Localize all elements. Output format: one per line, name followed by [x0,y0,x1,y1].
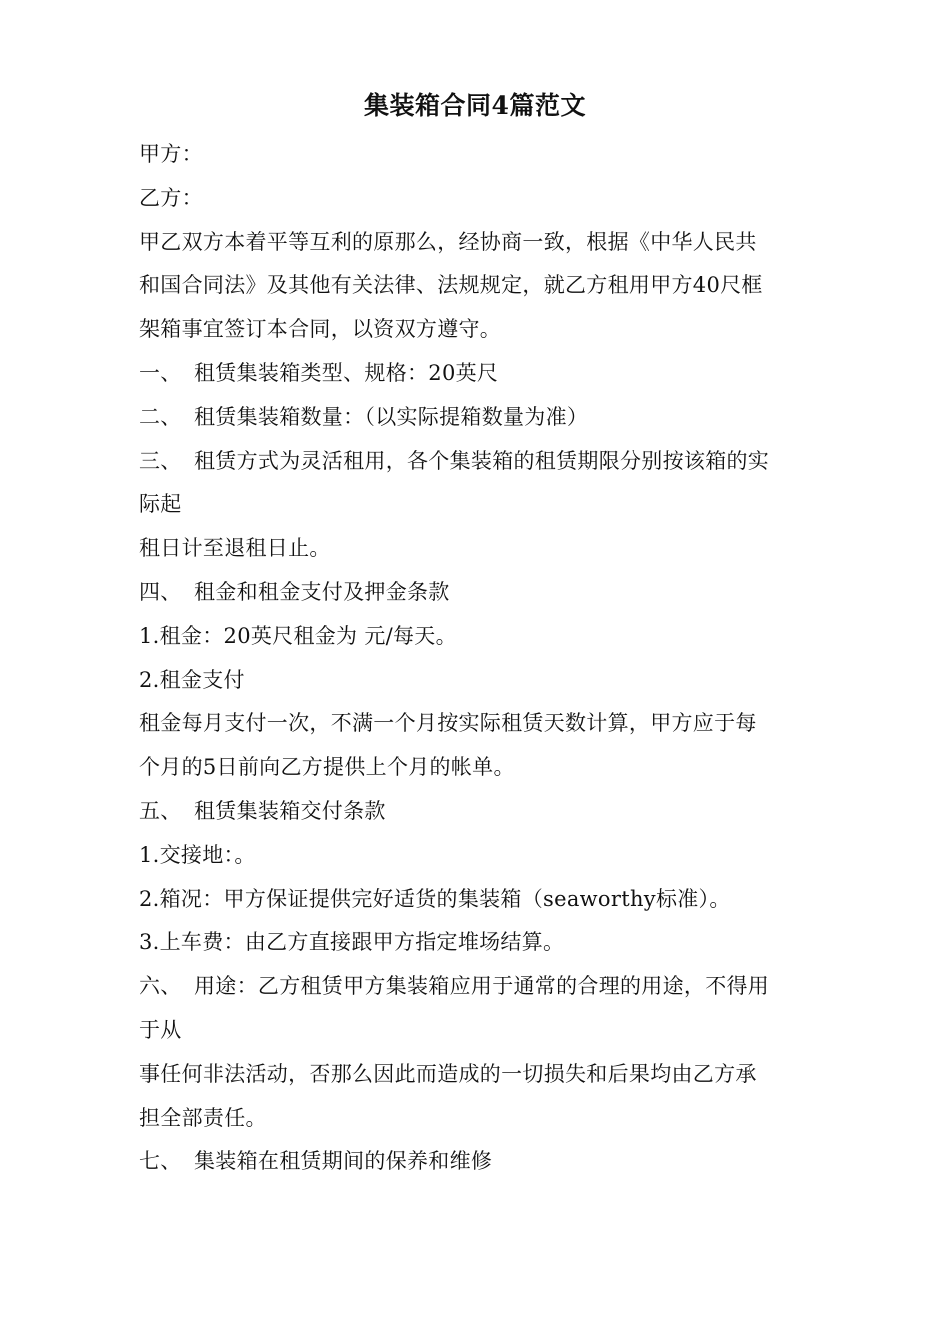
document-title: 集装箱合同4篇范文 [364,91,586,120]
text-line [139,527,819,571]
text-content: 甲乙双方本着平等互利的原那么，经协商一致，根据《中华人民共 [139,229,757,254]
text-line [139,702,819,746]
text-line [139,264,819,308]
text-content: 1.交接地：。 [139,842,256,867]
text-content: 租赁集装箱交付条款 [194,798,386,823]
section-number: 四、 [139,579,182,604]
text-line [139,1009,819,1053]
text-content: 用途：乙方租赁甲方集装箱应用于通常的合理的用途，不得用 [194,974,770,999]
section-number: 三、 [139,448,182,473]
text-line [139,1097,819,1141]
text-line [139,483,819,527]
text-content: 租赁集装箱类型、规格：20英尺 [194,360,499,385]
document-body [139,133,819,1184]
section-number: 五、 [139,798,182,823]
text-content: 租金和租金支付及押金条款 [194,579,450,604]
text-content: 租赁方式为灵活租用，各个集装箱的租赁期限分别按该箱的实 [194,448,770,473]
text-content: 担全部责任。 [139,1105,267,1130]
section-heading [139,790,819,834]
text-content: 甲方： [139,142,203,166]
text-content: 际起 [139,492,182,517]
text-content: 集装箱在租赁期间的保养和维修 [194,1149,493,1174]
section-heading [139,396,819,440]
text-content: 租金每月支付一次，不满一个月按实际租赁天数计算，甲方应于每 [139,711,757,736]
text-content: 3.上车费：由乙方直接跟甲方指定堆场结算。 [139,930,565,955]
section-number: 七、 [139,1149,182,1174]
section-number: 六、 [139,974,182,999]
text-line [139,221,819,265]
text-content: 租赁集装箱数量：（以实际提箱数量为准） [194,404,589,429]
section-number: 一、 [139,360,182,385]
section-heading [139,1140,819,1184]
section-number: 二、 [139,404,182,429]
text-content: 租日计至退租日止。 [139,536,331,561]
section-heading [139,571,819,615]
text-line [139,177,819,221]
text-line [139,834,819,878]
text-line [139,1053,819,1097]
text-content: 1.租金：20英尺租金为 元/每天。 [139,623,457,648]
text-content: 乙方： [139,185,203,210]
text-content: 架箱事宜签订本合同，以资双方遵守。 [139,317,502,342]
text-content: 事任何非法活动，否那么因此而造成的一切损失和后果均由乙方承 [139,1061,757,1086]
text-content: 2.箱况：甲方保证提供完好适货的集装箱（seaworthy标准）。 [139,886,731,911]
text-line [139,878,819,922]
text-line [139,615,819,659]
section-heading [139,352,819,396]
text-line [139,921,819,965]
text-line [139,746,819,790]
text-content: 和国合同法》及其他有关法律、法规规定，就乙方租用甲方40尺框 [139,273,763,298]
section-heading [139,965,819,1009]
text-content: 于从 [139,1017,182,1042]
text-line [139,133,819,177]
text-line [139,308,819,352]
text-line [139,659,819,703]
text-content: 2.租金支付 [139,667,245,692]
section-heading [139,440,819,484]
text-content: 个月的5日前向乙方提供上个月的帐单。 [139,755,515,780]
